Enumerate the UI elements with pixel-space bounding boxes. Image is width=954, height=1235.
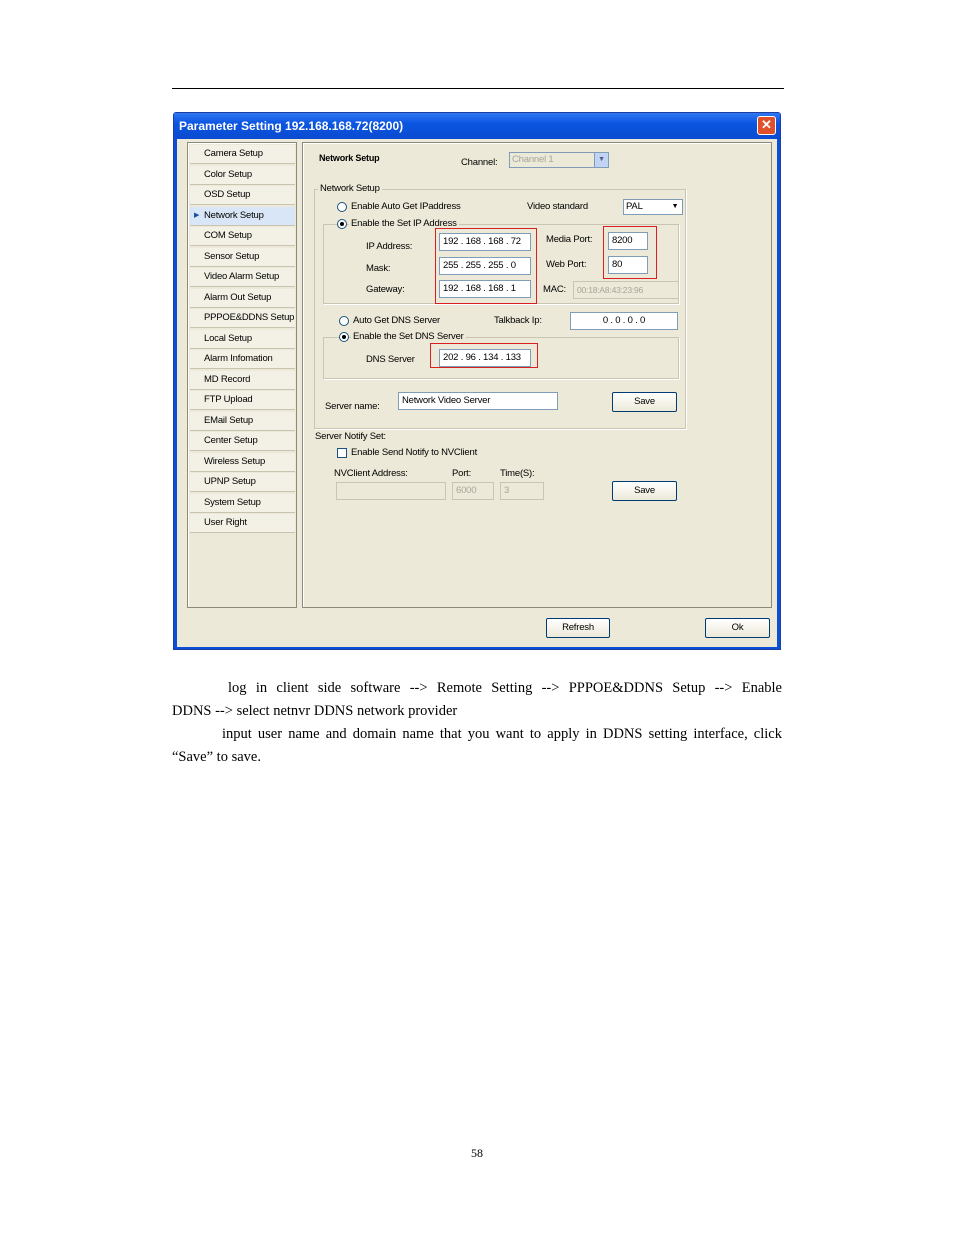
ip-address-label: IP Address:: [366, 241, 413, 252]
mask-label: Mask:: [366, 263, 391, 274]
auto-ip-radio[interactable]: [337, 202, 347, 212]
set-dns-radio[interactable]: [339, 332, 349, 342]
nav-item-ftp-upload[interactable]: FTP Upload: [190, 391, 295, 410]
dialog-title: Parameter Setting 192.168.168.72(8200): [174, 113, 780, 139]
nav-item-center-setup[interactable]: Center Setup: [190, 432, 295, 451]
network-setup-panel: [302, 142, 772, 608]
notify-port-label: Port:: [452, 468, 472, 479]
nav-item-video-alarm-setup[interactable]: Video Alarm Setup: [190, 268, 295, 287]
header-rule: [172, 88, 784, 89]
gateway-input[interactable]: 192 . 168 . 168 . 1: [439, 280, 531, 298]
nav-item-com-setup[interactable]: COM Setup: [190, 227, 295, 246]
mac-label: MAC:: [543, 284, 566, 295]
nav-item-sensor-setup[interactable]: Sensor Setup: [190, 248, 295, 267]
nav-item-md-record[interactable]: MD Record: [190, 371, 295, 390]
nvclient-address-label: NVClient Address:: [334, 468, 408, 479]
channel-label: Channel:: [461, 157, 498, 168]
nvclient-address-input: [336, 482, 446, 500]
nav-item-network-setup[interactable]: [190, 207, 295, 226]
nav-item-alarm-out-setup[interactable]: Alarm Out Setup: [190, 289, 295, 308]
send-notify-label: Enable Send Notify to NVClient: [351, 447, 478, 458]
talkback-label: Talkback Ip:: [494, 315, 542, 326]
parameter-setting-dialog: [173, 112, 781, 650]
page-number: 58: [471, 1146, 483, 1160]
notify-time-label: Time(S):: [500, 468, 535, 479]
network-save-button[interactable]: Save: [612, 392, 677, 412]
nav-item-alarm-infomation[interactable]: Alarm Infomation: [190, 350, 295, 369]
channel-select[interactable]: [509, 152, 609, 168]
set-ip-label: Enable the Set IP Address: [351, 218, 457, 229]
channel-value: Channel 1: [512, 154, 554, 165]
notify-port-input: 6000: [452, 482, 494, 500]
nav-item-upnp-setup[interactable]: UPNP Setup: [190, 473, 295, 492]
set-dns-label: Enable the Set DNS Server: [353, 331, 464, 342]
instruction-line-2: DDNS --> select netnvr DDNS network provider: [172, 703, 458, 719]
dns-server-input[interactable]: 202 . 96 . 134 . 133: [439, 349, 531, 367]
web-port-input[interactable]: 80: [608, 256, 648, 274]
network-group-label: Network Setup: [320, 183, 380, 194]
dns-highlight-box: [430, 343, 538, 368]
active-arrow-icon: ▶: [194, 211, 200, 219]
nav-item-user-right[interactable]: User Right: [190, 514, 295, 533]
instruction-line-1: log in client side software --> Remote Setting --> PPPOE&DDNS Setup --> Enable: [228, 680, 782, 696]
panel-title: Network Setup: [319, 153, 380, 163]
nav-item-osd-setup[interactable]: OSD Setup: [190, 186, 295, 205]
server-notify-label: Server Notify Set:: [315, 431, 386, 442]
instruction-line-3: input user name and domain name that you want to apply in DDNS setting interface, click: [222, 726, 782, 742]
notify-save-button[interactable]: Save: [612, 481, 677, 501]
talkback-input[interactable]: 0 . 0 . 0 . 0: [570, 312, 678, 330]
nav-item-label: Network Setup: [204, 209, 264, 221]
nav-item-wireless-setup[interactable]: Wireless Setup: [190, 453, 295, 472]
mac-input: 00:18:A8:43:23:96: [573, 281, 679, 299]
gateway-label: Gateway:: [366, 284, 405, 295]
nav-item-color-setup[interactable]: Color Setup: [190, 166, 295, 185]
dns-server-label: DNS Server: [366, 354, 415, 365]
nav-item-pppoe-ddns-setup[interactable]: PPPOE&DDNS Setup: [190, 309, 295, 328]
video-standard-select[interactable]: [623, 199, 683, 215]
chevron-down-icon: ▼: [594, 153, 608, 167]
notify-time-input: 3: [500, 482, 544, 500]
close-icon[interactable]: ✕: [757, 116, 776, 135]
server-name-input[interactable]: Network Video Server: [398, 392, 558, 410]
media-port-input[interactable]: 8200: [608, 232, 648, 250]
nav-item-local-setup[interactable]: Local Setup: [190, 330, 295, 349]
ip-address-input[interactable]: 192 . 168 . 168 . 72: [439, 233, 531, 251]
mask-input[interactable]: 255 . 255 . 255 . 0: [439, 257, 531, 275]
nav-item-camera-setup[interactable]: Camera Setup: [190, 145, 295, 164]
auto-ip-label: Enable Auto Get IPaddress: [351, 201, 461, 212]
instruction-line-4: “Save” to save.: [172, 749, 261, 765]
web-port-label: Web Port:: [546, 259, 587, 270]
send-notify-checkbox[interactable]: [337, 448, 347, 458]
ok-button[interactable]: Ok: [705, 618, 770, 638]
ip-highlight-box: [435, 228, 537, 304]
settings-nav: [187, 142, 297, 608]
dialog-client-area: [177, 139, 777, 647]
set-ip-radio[interactable]: [337, 219, 347, 229]
video-standard-label: Video standard: [527, 201, 588, 212]
video-standard-value: PAL: [626, 201, 643, 212]
refresh-button[interactable]: Refresh: [546, 618, 610, 638]
auto-dns-label: Auto Get DNS Server: [353, 315, 441, 326]
media-port-label: Media Port:: [546, 234, 593, 245]
nav-item-system-setup[interactable]: System Setup: [190, 494, 295, 513]
port-highlight-box: [603, 226, 657, 279]
nav-item-email-setup[interactable]: EMail Setup: [190, 412, 295, 431]
auto-dns-radio[interactable]: [339, 316, 349, 326]
chevron-down-icon: ▼: [668, 200, 682, 214]
server-name-label: Server name:: [325, 401, 380, 412]
